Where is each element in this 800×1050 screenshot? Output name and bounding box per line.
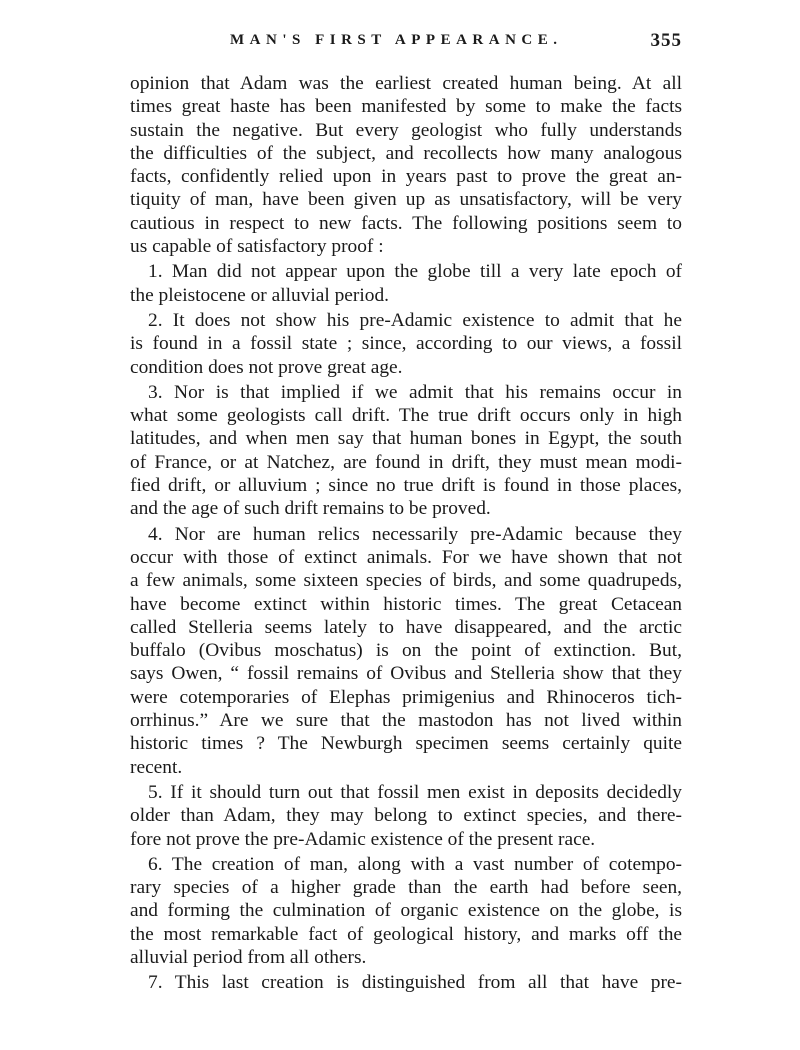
text-line: 7. This last creation is distinguished from all that have pre-	[148, 972, 682, 994]
text-line: the difficulties of the subject, and recollects how many analogous	[130, 142, 682, 164]
running-head	[130, 28, 682, 58]
text-line: 1. Man did not appear upon the globe till a very late epoch of	[148, 261, 682, 283]
text-line: historic times ? The Newburgh specimen seems certainly quite	[130, 733, 682, 755]
text-line: tiquity of man, have been given up as unsatisfactory, will be very	[130, 189, 682, 211]
text-line: occur with those of extinct animals. For we have shown that not	[130, 546, 682, 568]
text-line: times great haste has been manifested by some to make the facts	[130, 96, 682, 118]
text-line: called Stelleria seems lately to have disappeared, and the arctic	[130, 616, 682, 638]
text-line: 2. It does not show his pre-Adamic existence to admit that he	[148, 309, 682, 331]
text-line: of France, or at Natchez, are found in drift, they must mean modi-	[130, 451, 682, 473]
text-line: 6. The creation of man, along with a vast number of cotempo-	[148, 853, 682, 875]
text-line: sustain the negative. But every geologist who fully understands	[130, 119, 682, 141]
text-line: and forming the culmination of organic existence on the globe, is	[130, 900, 682, 922]
text-line: 3. Nor is that implied if we admit that his remains occur in	[148, 381, 682, 403]
text-line: orrhinus.” Are we sure that the mastodon has not lived within	[130, 710, 682, 732]
text-line: is found in a fossil state ; since, according to our views, a fossil	[130, 333, 682, 355]
text-line: and the age of such drift remains to be proved.	[130, 498, 491, 520]
text-line: were cotemporaries of Elephas primigenius and Rhinoceros tich-	[130, 686, 682, 708]
body-text	[130, 72, 682, 995]
text-line: a few animals, some sixteen species of birds, and some quadrupeds,	[130, 570, 682, 592]
page-number: 355	[650, 30, 682, 51]
text-line: 4. Nor are human relics necessarily pre-Adamic because they	[148, 523, 682, 545]
text-line: recent.	[130, 756, 183, 778]
text-line: 5. If it should turn out that fossil men exist in deposits decidedly	[148, 781, 682, 803]
text-line: fied drift, or alluvium ; since no true drift is found in those places,	[130, 475, 682, 497]
book-page	[130, 28, 682, 995]
text-line: cautious in respect to new facts. The following positions seem to	[130, 212, 682, 234]
text-line: buffalo (Ovibus moschatus) is on the point of extinction. But,	[130, 640, 682, 662]
text-line: opinion that Adam was the earliest created human being. At all	[130, 73, 682, 94]
text-line: what some geologists call drift. The true drift occurs only in high	[130, 405, 682, 427]
text-line: the pleistocene or alluvial period.	[130, 284, 389, 306]
running-title: MAN'S FIRST APPEARANCE.	[230, 32, 563, 48]
text-line: condition does not prove great age.	[130, 356, 403, 378]
text-line: have become extinct within historic times. The great Cetacean	[130, 593, 682, 615]
text-line: facts, confidently relied upon in years past to prove the great an-	[130, 166, 682, 188]
text-line: says Owen, “ fossil remains of Ovibus and Stelleria show that they	[130, 663, 682, 685]
text-line: alluvial period from all others.	[130, 946, 367, 968]
text-line: fore not prove the pre-Adamic existence of the present race.	[130, 828, 596, 850]
text-line: us capable of satisfactory proof :	[130, 236, 384, 258]
text-line: latitudes, and when men say that human bones in Egypt, the south	[130, 428, 682, 450]
text-line: rary species of a higher grade than the earth had before seen,	[130, 877, 682, 899]
text-line: the most remarkable fact of geological history, and marks off the	[130, 923, 682, 945]
text-line: older than Adam, they may belong to extinct species, and there-	[130, 805, 682, 827]
